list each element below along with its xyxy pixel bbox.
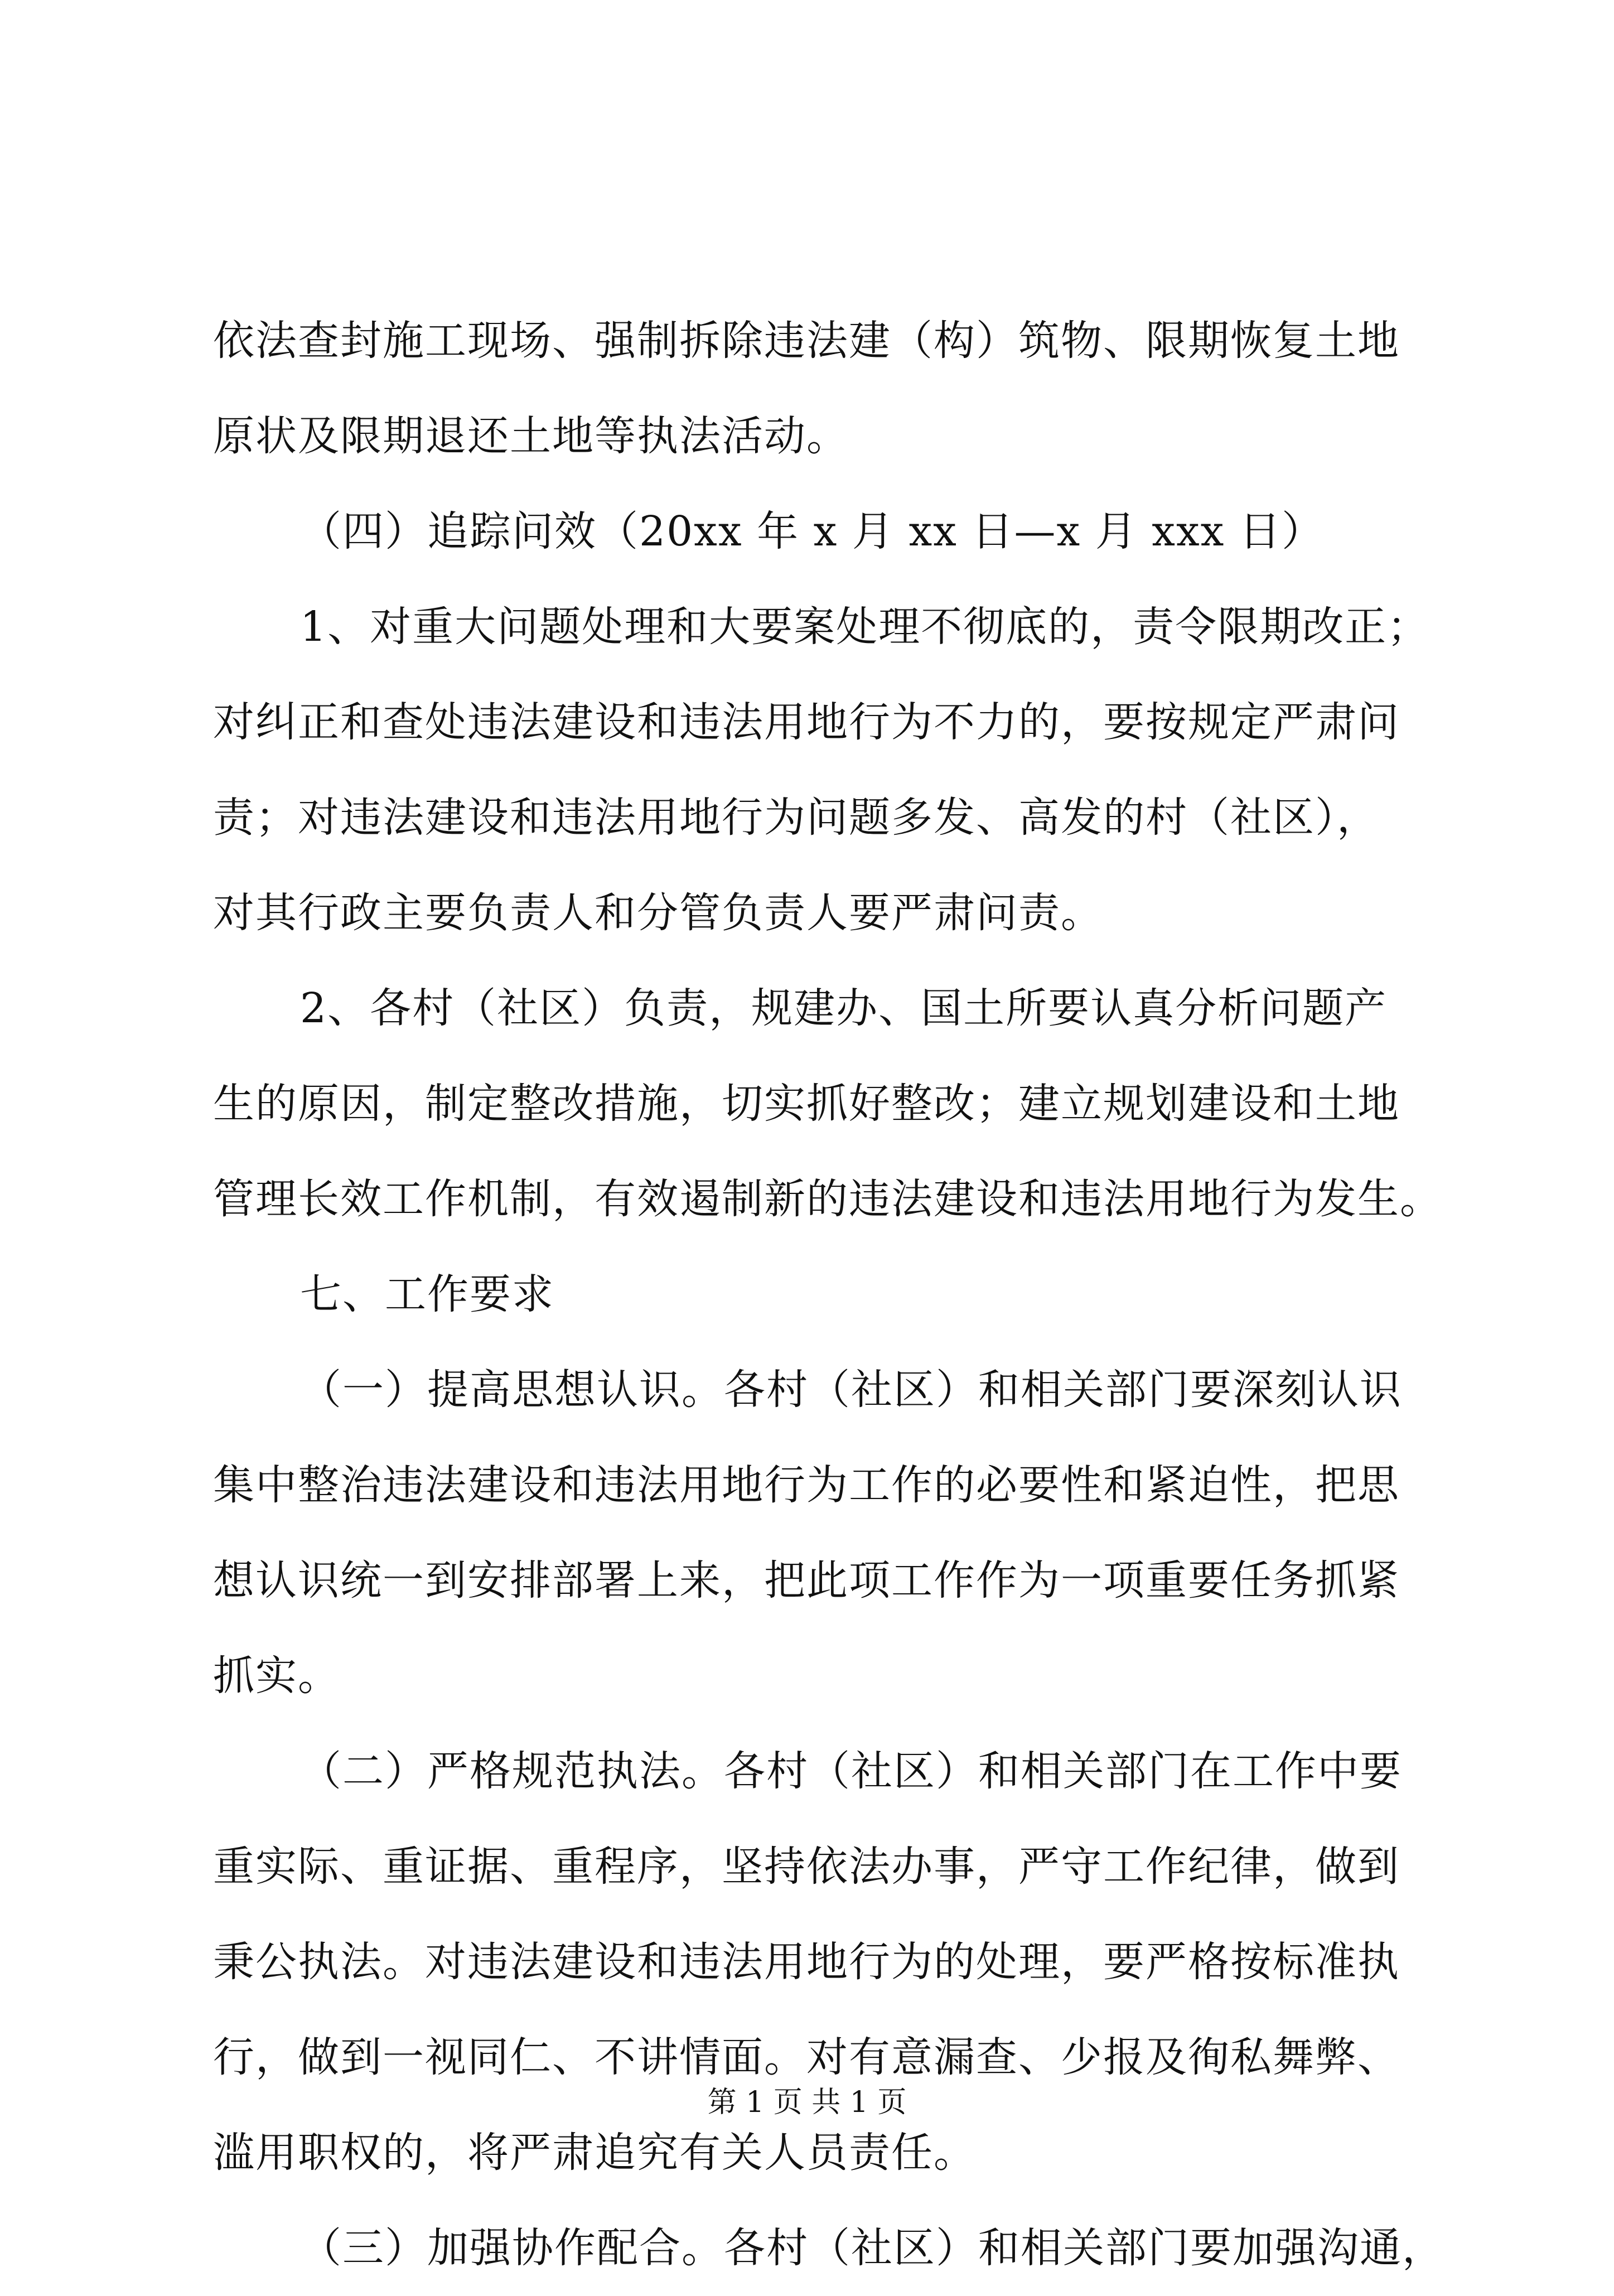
text-line: 对其行政主要负责人和分管负责人要严肃问责。: [213, 889, 1103, 937]
text-line: 重实际、重证据、重程序，坚持依法办事，严守工作纪律，做到: [213, 1843, 1400, 1891]
page-footer: [0, 2080, 1614, 2125]
text-line: （二）严格规范执法。各村（社区）和相关部门在工作中要: [300, 1747, 1402, 1795]
text-line: 抓实。: [213, 1652, 340, 1700]
text-line: 1、对重大问题处理和大要案处理不彻底的，责令限期改正；: [300, 603, 1430, 651]
text-line: 滥用职权的，将严肃追究有关人员责任。: [213, 2129, 976, 2177]
page-number: 第 1 页 共 1 页: [707, 2086, 907, 2119]
text-line: 管理长效工作机制，有效遏制新的违法建设和违法用地行为发生。: [213, 1175, 1442, 1223]
text-line: 集中整治违法建设和违法用地行为工作的必要性和紧迫性，把思: [213, 1461, 1400, 1509]
text-line: 对纠正和查处违法建设和违法用地行为不力的，要按规定严肃问: [213, 698, 1400, 746]
text-line: 原状及限期退还土地等执法活动。: [213, 412, 849, 460]
text-line: （一）提高思想认识。各村（社区）和相关部门要深刻认识: [300, 1366, 1402, 1414]
text-line: 想认识统一到安排部署上来，把此项工作作为一项重要任务抓紧: [213, 1557, 1400, 1604]
document-body: [213, 293, 1444, 2296]
text-line: 责；对违法建设和违法用地行为问题多发、高发的村（社区），: [213, 794, 1379, 842]
text-line: （三）加强协作配合。各村（社区）和相关部门要加强沟通，: [300, 2224, 1444, 2272]
section-heading: 七、工作要求: [300, 1270, 554, 1318]
text-line: 依法查封施工现场、强制拆除违法建（构）筑物、限期恢复土地: [213, 317, 1400, 365]
text-line: 2、各村（社区）负责，规建办、国土所要认真分析问题产: [300, 984, 1388, 1032]
text-line: 生的原因，制定整改措施，切实抓好整改；建立规划建设和土地: [213, 1080, 1400, 1128]
text-line: 行，做到一视同仁、不讲情面。对有意漏查、少报及徇私舞弊、: [213, 2033, 1400, 2081]
text-line: 秉公执法。对违法建设和违法用地行为的处理，要严格按标准执: [213, 1938, 1400, 1986]
section-heading: （四）追踪问效（20xx 年 x 月 xx 日—x 月 xxx 日）: [300, 507, 1324, 555]
